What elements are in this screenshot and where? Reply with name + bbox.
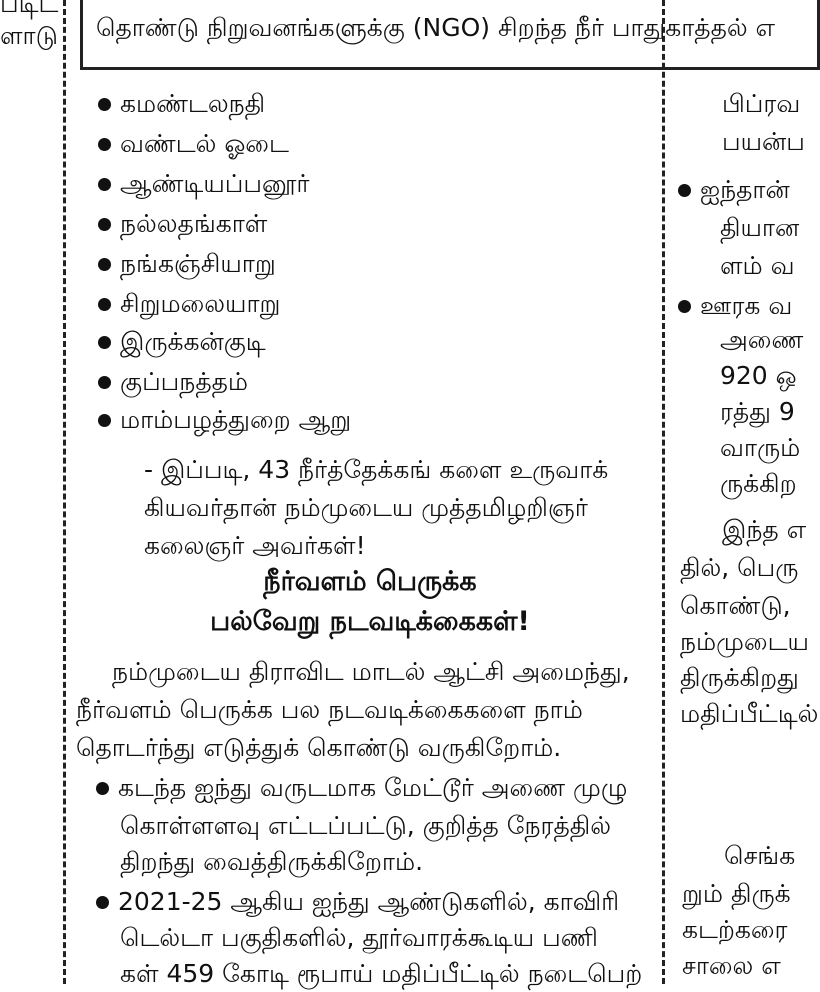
right-text-fragment: றும் திருக் <box>682 879 791 908</box>
summary-line: - இப்படி, 43 நீர்த்தேக்கங் களை உருவாக் <box>144 455 609 484</box>
river-item: நல்லதங்காள் <box>98 208 267 240</box>
summary-line: கலைஞர் அவர்கள்! <box>144 531 366 560</box>
measure-bullet: கடந்த ஐந்து வருடமாக மேட்டூர் அணை முழு <box>96 772 627 804</box>
right-text-fragment: ரத்து 9 <box>720 397 795 426</box>
column-divider-right <box>662 0 665 984</box>
right-text-fragment: தில், பெரு <box>680 553 799 582</box>
river-item: குப்பநத்தம் <box>98 366 248 398</box>
river-item: இருக்கன்குடி <box>98 326 266 358</box>
right-text-fragment: ளம் வ <box>720 251 795 280</box>
measure-bullet-line: டெல்டா பகுதிகளில், தூர்வாரக்கூடிய பணி <box>120 923 598 952</box>
right-text-fragment: வாரும் <box>720 433 801 462</box>
right-text-fragment: பிப்ரவ <box>722 89 801 118</box>
right-text-fragment: மதிப்பீட்டில் <box>680 699 819 728</box>
right-text-fragment: செங்க <box>724 841 796 870</box>
section-heading-line-1: நீர்வளம் பெருக்க <box>263 566 477 597</box>
right-text-fragment: சாலை எ <box>682 951 781 980</box>
right-column <box>666 70 819 984</box>
river-item: கமண்டலநதி <box>98 88 265 120</box>
measure-bullet-line: கொள்ளளவு எட்டப்பட்டு, குறித்த நேரத்தில் <box>120 811 611 840</box>
right-text-fragment: இந்த எ <box>722 515 807 544</box>
right-text-fragment: திருக்கிறது <box>680 663 799 692</box>
intro-line: நம்முடைய திராவிட மாடல் ஆட்சி அமைந்து, <box>112 657 630 686</box>
right-text-fragment: நம்முடைய <box>680 627 809 656</box>
intro-line: தொடர்ந்து எடுத்துக் கொண்டு வருகிறோம். <box>76 733 562 762</box>
river-item: நங்கஞ்சியாறு <box>98 248 276 280</box>
right-text-fragment: அணை <box>720 325 804 354</box>
left-column-fragment-1: படிட <box>0 0 59 18</box>
right-text-fragment: கொண்டு, <box>680 591 791 620</box>
right-text-fragment: ருக்கிற <box>720 469 797 498</box>
river-item: மாம்பழத்துறை ஆறு <box>98 404 351 436</box>
right-text-fragment: 920 ஒ <box>720 361 797 390</box>
right-text-fragment: பயன்ப <box>722 127 805 156</box>
measure-bullet: 2021-25 ஆகிய ஐந்து ஆண்டுகளில், காவிரி <box>96 886 619 918</box>
right-text-fragment: தியான <box>720 213 800 242</box>
right-text-fragment: ஐந்தான் <box>678 174 790 206</box>
left-column-fragment-2: ளாடு <box>0 21 58 50</box>
river-item: சிறுமலையாறு <box>98 288 280 320</box>
section-heading-line-2: பல்வேறு நடவடிக்கைகள்! <box>210 606 530 637</box>
column-divider-left <box>63 0 66 984</box>
river-item: வண்டல் ஓடை <box>98 128 289 160</box>
right-text-fragment: கடற்கரை <box>682 915 788 944</box>
award-box-text: தொண்டு நிறுவனங்களுக்கு (NGO) சிறந்த நீர் பாதுகாத்தல் எ <box>96 13 776 42</box>
measure-bullet-line: கள் 459 கோடி ரூபாய் மதிப்பீட்டில் நடைபெற் <box>120 959 643 988</box>
measure-bullet-line: திறந்து வைத்திருக்கிறோம். <box>120 847 424 876</box>
river-item: ஆண்டியப்பனூர் <box>98 168 309 200</box>
intro-line: நீர்வளம் பெருக்க பல நடவடிக்கைகளை நாம் <box>76 695 583 724</box>
right-text-fragment: ஊரக வ <box>678 290 792 322</box>
summary-line: கியவர்தான் நம்முடைய முத்தமிழறிஞர் <box>144 493 588 522</box>
